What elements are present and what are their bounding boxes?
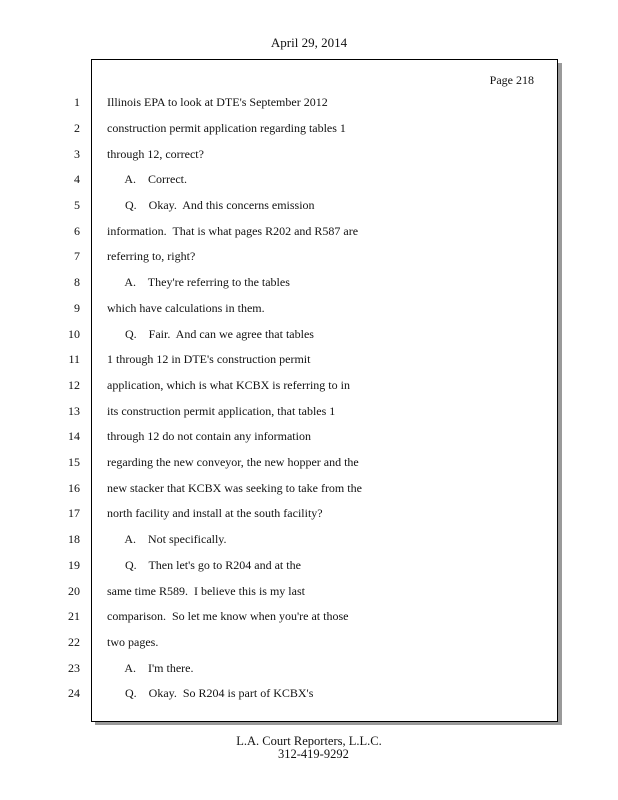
line-number: 16 [68,481,80,495]
line-text: through 12, correct? [107,147,204,161]
line-text: Q. Then let's go to R204 and at the [107,558,301,572]
line-number: 2 [74,121,80,135]
line-text: Q. Okay. And this concerns emission [107,198,315,212]
line-text: Illinois EPA to look at DTE's September 2012 [107,95,328,109]
line-text: Q. Fair. And can we agree that tables [107,327,314,341]
line-number: 6 [74,224,80,238]
line-number: 22 [68,635,80,649]
line-number: 23 [68,661,80,675]
line-text: information. That is what pages R202 and R587 are [107,224,359,238]
line-text: its construction permit application, that tables 1 [107,404,336,418]
page-number: Page 218 [489,73,534,87]
line-text: through 12 do not contain any information [107,429,311,443]
line-number: 1 [74,95,80,109]
line-number: 15 [68,455,80,469]
line-text: which have calculations in them. [107,301,265,315]
footer-company: L.A. Court Reporters, L.L.C. [236,734,382,748]
footer-phone: 312-419-9292 [278,747,349,761]
line-text: north facility and install at the south facility? [107,506,323,520]
line-number: 8 [74,275,80,289]
line-text: A. I'm there. [107,661,194,675]
line-number: 18 [68,532,80,546]
line-text: regarding the new conveyor, the new hopper and the [107,455,359,469]
line-number: 10 [68,327,80,341]
line-number: 3 [74,147,80,161]
line-text: A. Not specifically. [107,532,227,546]
line-text: comparison. So let me know when you're at those [107,609,349,623]
line-number: 14 [68,429,80,443]
header-date: April 29, 2014 [270,35,348,50]
line-text: application, which is what KCBX is referring to in [107,378,350,392]
line-number: 4 [74,172,80,186]
line-number: 5 [74,198,80,212]
line-text: A. They're referring to the tables [107,275,290,289]
line-text: referring to, right? [107,249,196,263]
line-text: new stacker that KCBX was seeking to take from the [107,481,362,495]
line-text: Q. Okay. So R204 is part of KCBX's [107,686,314,700]
line-text: two pages. [107,635,159,649]
line-text: A. Correct. [107,172,187,186]
line-number: 7 [74,249,80,263]
line-text: construction permit application regarding tables 1 [107,121,346,135]
line-text: 1 through 12 in DTE's construction permit [107,352,311,366]
line-number: 19 [68,558,80,572]
line-number: 11 [68,352,80,366]
line-number: 20 [68,584,80,598]
line-number: 21 [68,609,80,623]
line-number: 13 [68,404,80,418]
line-number: 9 [74,301,80,315]
line-number: 17 [68,506,80,520]
line-text: same time R589. I believe this is my last [107,584,305,598]
footer [0,735,618,761]
line-number: 12 [68,378,80,392]
line-number: 24 [68,686,80,700]
